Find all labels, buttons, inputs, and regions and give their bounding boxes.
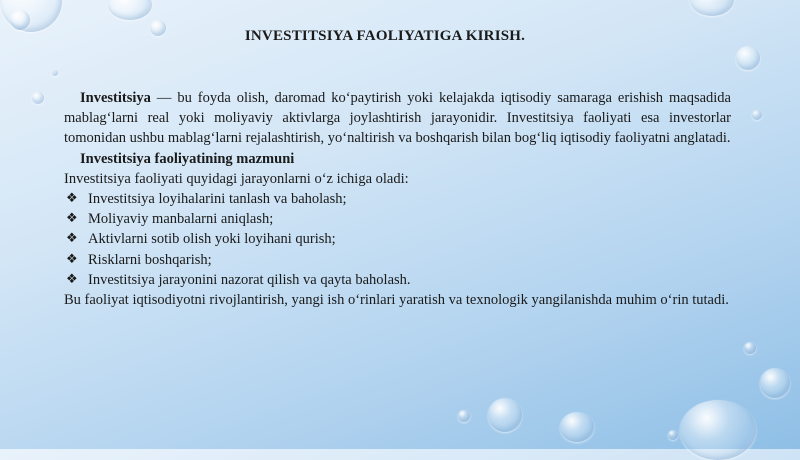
list-item-text: Investitsiya jarayonini nazorat qilish va qayta baholash.: [88, 271, 411, 288]
water-droplet-decoration: [52, 70, 58, 76]
water-droplet-decoration: [108, 0, 152, 20]
diamond-bullet-icon: ❖: [66, 211, 78, 227]
list-item: [64, 250, 731, 270]
list-item-text: Investitsiya loyihalarini tanlash va baholash;: [88, 191, 347, 208]
list-item-text: Aktivlarni sotib olish yoki loyihani qurish;: [88, 231, 336, 248]
water-droplet-decoration: [668, 430, 678, 440]
water-droplet-decoration: [760, 368, 790, 398]
intro-text: — bu foyda olish, daromad ko‘paytirish yoki kelajakda iqtisodiy samaraga erishish maqsadida mablag‘larni real yoki moliyaviy aktivlarga joylashtirish jarayonidir. Investitsiya faoliyati esa investorlar tomonidan ushbu mablag‘larni rejalashtirish, yo‘naltirish va boshqarish bilan bog‘liq iqtisodiy faoliyatni anglatadi.: [64, 90, 731, 147]
list-item-text: Moliyaviy manbalarni aniqlash;: [88, 211, 274, 228]
intro-term: Investitsiya: [80, 90, 151, 106]
lead-line: Investitsiya faoliyati quyidagi jarayonlarni o‘z ichiga oladi:: [64, 170, 409, 187]
water-droplet-decoration: [744, 342, 756, 354]
diamond-bullet-icon: ❖: [66, 191, 78, 207]
diamond-bullet-icon: ❖: [66, 231, 78, 247]
intro-paragraph: [64, 88, 731, 149]
water-droplet-decoration: [680, 400, 756, 460]
list-item-text: Risklarni boshqarish;: [88, 251, 212, 268]
diamond-bullet-icon: ❖: [66, 251, 78, 267]
water-droplet-decoration: [560, 412, 594, 442]
slide-body: [64, 88, 731, 310]
section-subheading: Investitsiya faoliyatining mazmuni: [80, 150, 295, 167]
list-item: [64, 229, 731, 249]
slide-title: INVESTITSIYA FAOLIYATIGA KIRISH.: [244, 28, 526, 44]
water-droplet-decoration: [458, 410, 470, 422]
conclusion-paragraph: Bu faoliyat iqtisodiyotni rivojlantirish, yangi ish o‘rinlari yaratish va texnologik yangilanishda muhim o‘rin tutadi.: [64, 292, 729, 309]
water-droplet-decoration: [752, 110, 762, 120]
water-droplet-decoration: [736, 46, 760, 70]
water-droplet-decoration: [32, 92, 44, 104]
diamond-bullet-icon: ❖: [66, 271, 78, 287]
bullet-list: [64, 189, 731, 290]
water-droplet-decoration: [10, 10, 30, 30]
list-item: [64, 270, 731, 290]
list-item: [64, 189, 731, 209]
water-droplet-decoration: [488, 398, 522, 432]
list-item: [64, 209, 731, 229]
water-droplet-decoration: [690, 0, 734, 16]
